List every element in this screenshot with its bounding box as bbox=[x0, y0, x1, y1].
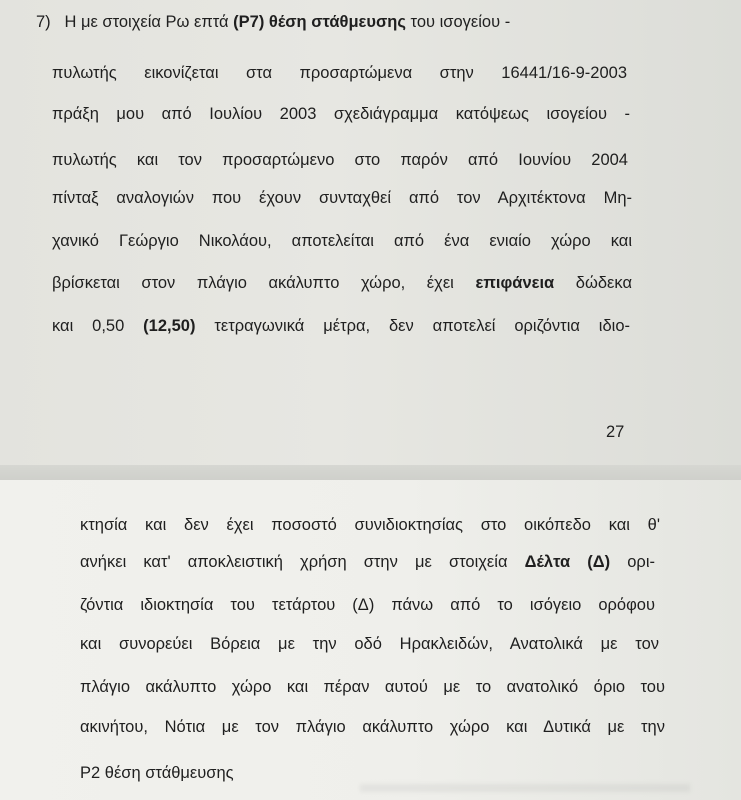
text-line-9: κτησία και δεν έχει ποσοστό συνιδιοκτησίας στο οικόπεδο και θ' bbox=[80, 516, 660, 534]
text-line-12: και συνορεύει Βόρεια με την οδό Ηρακλειδών, Ανατολικά με τον bbox=[80, 635, 659, 653]
bleed-through-text bbox=[360, 784, 690, 792]
text-line-10: ανήκει κατ' αποκλειστική χρήση στην με στοιχεία Δέλτα (Δ) ορι- bbox=[80, 553, 655, 571]
text-line-4: πυλωτής και τον προσαρτώμενο στο παρόν από Ιουνίου 2004 bbox=[52, 151, 628, 169]
text-line-15: Ρ2 θέση στάθμευσης bbox=[80, 764, 234, 782]
text-line-3: πράξη μου από Ιουλίου 2003 σχεδιάγραμμα κατόψεως ισογείου - bbox=[52, 105, 630, 123]
text-line-13: πλάγιο ακάλυπτο χώρο και πέραν αυτού με το ανατολικό όριο του bbox=[80, 678, 665, 696]
page-separator bbox=[0, 465, 741, 480]
page-number: 27 bbox=[606, 423, 625, 441]
text-line-5: πίνταξ αναλογιών που έχουν συνταχθεί από τον Αρχιτέκτονα Μη- bbox=[52, 189, 632, 207]
text-line-14: ακινήτου, Νότια με τον πλάγιο ακάλυπτο χώρο και Δυτικά με την bbox=[80, 718, 665, 736]
text-line-6: χανικό Γεώργιο Νικολάου, αποτελείται από ένα ενιαίο χώρο και bbox=[52, 232, 632, 250]
text-line-8: και 0,50 (12,50) τετραγωνικά μέτρα, δεν αποτελεί οριζόντια ιδιο- bbox=[52, 317, 630, 335]
text-line-1: 7) Η με στοιχεία Ρω επτά (Ρ7) θέση στάθμευσης του ισογείου - bbox=[36, 13, 511, 31]
text-line-2: πυλωτής εικονίζεται στα προσαρτώμενα στην 16441/16-9-2003 bbox=[52, 64, 627, 82]
text-line-11: ζόντια ιδιοκτησία του τετάρτου (Δ) πάνω από το ισόγειο ορόφου bbox=[80, 596, 655, 614]
text-line-7: βρίσκεται στον πλάγιο ακάλυπτο χώρο, έχει επιφάνεια δώδεκα bbox=[52, 274, 632, 292]
page-lower bbox=[0, 480, 741, 800]
